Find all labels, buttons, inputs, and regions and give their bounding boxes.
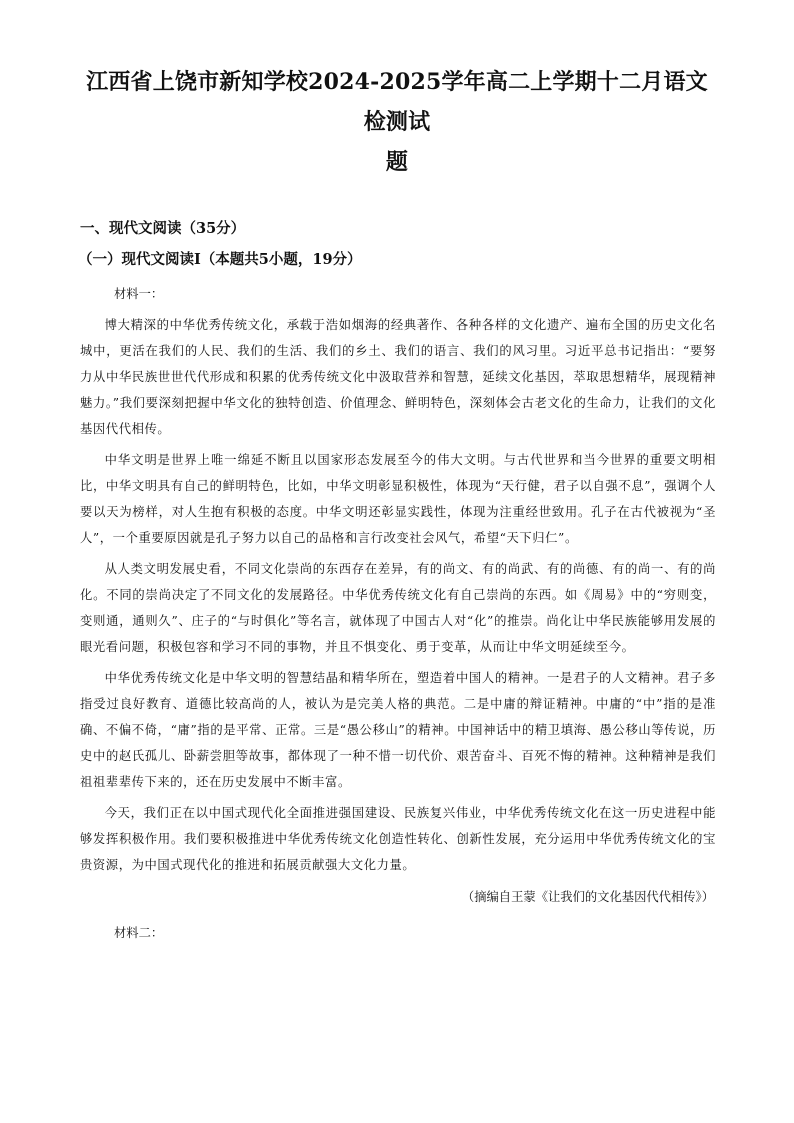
paragraph-2: 中华文明是世界上唯一绵延不断且以国家形态发展至今的伟大文明。与古代世界和当今世界的重要文明相比，中华文明具有自己的鲜明特色，比如，中华文明彰显积极性，体现为“天行健，君子以自强不息”，强调个人要以天为榜样，对人生抱有积极的态度。中华文明还彰显实践性，体现为注重经世致用。孔子在古代被视为“圣人”，一个重要原因就是孔子努力以自己的品格和言行改变社会风气，希望“天下归仁”。 (80, 453, 716, 545)
source-citation: （摘编自王蒙《让我们的文化基因代代相传》） (461, 890, 714, 904)
paragraph-5: 今天，我们正在以中国式现代化全面推进强国建设、民族复兴伟业，中华优秀传统文化在这一历史进程中能够发挥积极作用。我们要积极推进中华优秀传统文化创造性转化、创新性发展，充分运用中华优秀传统文化的宝贵资源，为中国式现代化的推进和拓展贡献强大文化力量。 (80, 806, 716, 872)
material-2-label: 材料二： (114, 926, 164, 940)
paragraph-3: 从人类文明发展史看，不同文化崇尚的东西存在差异，有的尚文、有的尚武、有的尚德、有的尚一、有的尚化。不同的崇尚决定了不同文化的发展路径。中华优秀传统文化有自己崇尚的东西。如《周易》中的“穷则变，变则通，通则久”、庄子的“与时俱化”等名言，就体现了中国古人对“化”的推崇。尚化让中华民族能够用发展的眼光看问题，积极包容和学习不同的事物，并且不惧变化、勇于变革，从而让中华文明延续至今。 (80, 562, 716, 654)
material-1-label: 材料一： (114, 287, 164, 301)
title-line-2: 题 (385, 149, 409, 175)
subsection-heading-reading-1: （一）现代文阅读Ⅰ（本题共5小题，19分） (78, 251, 362, 268)
paragraph-1: 博大精深的中华优秀传统文化，承载于浩如烟海的经典著作、各种各样的文化遗产、遍布全国的历史文化名城中，更活在我们的人民、我们的生活、我们的乡土、我们的语言、我们的风习里。习近平总书记指出：“要努力从中华民族世世代代形成和积累的优秀传统文化中汲取营养和智慧，延续文化基因，萃取思想精华，展现精神魅力。”我们要深刻把握中华文化的独特创造、价值理念、鲜明特色，深刻体会古老文化的生命力，让我们的文化基因代代相传。 (80, 318, 716, 436)
title-line-1: 江西省上饶市新知学校2024-2025学年高二上学期十二月语文检测试 (86, 69, 708, 135)
document-title (78, 62, 716, 182)
paragraph-4: 中华优秀传统文化是中华文明的智慧结晶和精华所在，塑造着中国人的精神。一是君子的人文精神。君子多指受过良好教育、道德比较高尚的人，被认为是完美人格的典范。二是中庸的辩证精神。中庸的“中”指的是准确、不偏不倚，“庸”指的是平常、正常。三是“愚公移山”的精神。中国神话中的精卫填海、愚公移山等传说，历史中的赵氏孤儿、卧薪尝胆等故事，都体现了一种不惜一切代价、艰苦奋斗、百死不悔的精神。这种精神是我们祖祖辈辈传下来的，还在历史发展中不断丰富。 (80, 671, 716, 789)
section-heading-modern-reading: 一、现代文阅读（35分） (80, 220, 246, 237)
